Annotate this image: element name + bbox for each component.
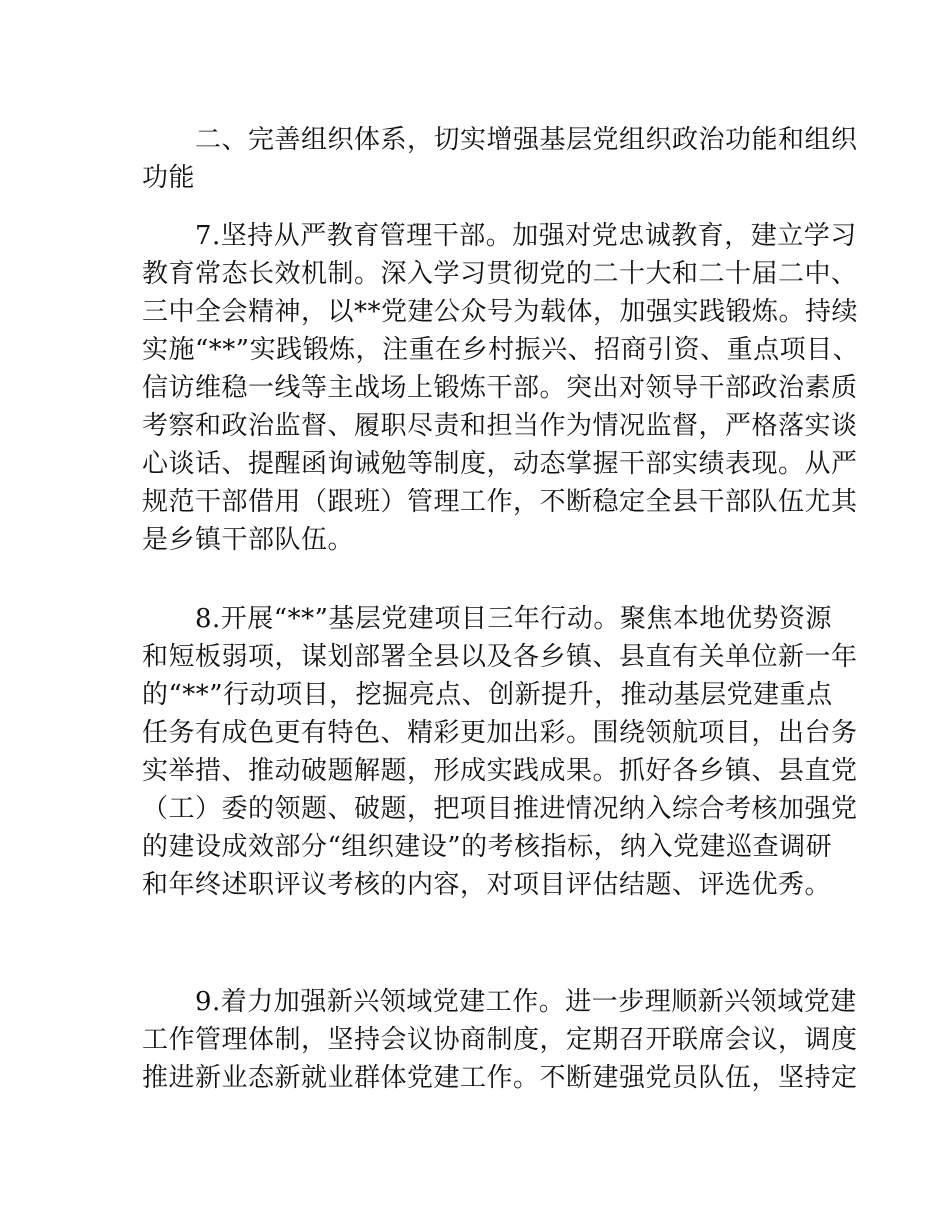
paragraph-line: 教育常态长效机制。深入学习贯彻党的二十大和二十届二中、 — [142, 259, 858, 289]
paragraph-line: 和年终述职评议考核的内容，对项目评估结题、评选优秀。 — [142, 870, 832, 900]
section-heading — [142, 121, 858, 197]
paragraph-line: 任务有成色更有特色、精彩更加出彩。围绕领航项目，出台务 — [142, 718, 858, 748]
paragraph-9 — [142, 983, 858, 1097]
paragraph-line: 工作管理体制，坚持会议协商制度，定期召开联席会议，调度 — [142, 1025, 858, 1055]
paragraph-8 — [142, 600, 858, 904]
paragraph-line: 是乡镇干部队伍。 — [142, 525, 355, 555]
paragraph-line: 实施“**”实践锻炼，注重在乡村振兴、招商引资、重点项目、 — [142, 335, 860, 365]
paragraph-line: 7.坚持从严教育管理干部。加强对党忠诚教育，建立学习 — [195, 221, 857, 251]
paragraph-line: 心谈话、提醒函询诫勉等制度，动态掌握干部实绩表现。从严 — [142, 449, 858, 479]
paragraph-line: 的建设成效部分“组织建设”的考核指标，纳入党建巡查调研 — [142, 832, 833, 862]
heading-line: 功能 — [142, 163, 196, 193]
paragraph-line: 实举措、推动破题解题，形成实践成果。抓好各乡镇、县直党 — [142, 756, 858, 786]
paragraph-line: 9.着力加强新兴领域党建工作。进一步理顺新兴领域党建 — [195, 987, 857, 1017]
paragraph-line: 三中全会精神，以**党建公众号为载体，加强实践锻炼。持续 — [142, 297, 859, 327]
paragraph-line: 规范干部借用（跟班）管理工作，不断稳定全县干部队伍尤其 — [142, 487, 858, 517]
paragraph-line: 信访维稳一线等主战场上锻炼干部。突出对领导干部政治素质 — [142, 373, 858, 403]
paragraph-line: （工）委的领题、破题，把项目推进情况纳入综合考核加强党 — [142, 794, 858, 824]
paragraph-line: 8.开展“**”基层党建项目三年行动。聚焦本地优势资源 — [195, 604, 832, 634]
paragraph-line: 考察和政治监督、履职尽责和担当作为情况监督，严格落实谈 — [142, 411, 858, 441]
paragraph-line: 的“**”行动项目，挖掘亮点、创新提升，推动基层党建重点 — [142, 680, 833, 710]
paragraph-line: 和短板弱项，谋划部署全县以及各乡镇、县直有关单位新一年 — [142, 642, 858, 672]
paragraph-7 — [142, 217, 860, 559]
heading-line: 二、完善组织体系，切实增强基层党组织政治功能和组织 — [195, 125, 858, 155]
paragraph-line: 推进新业态新就业群体党建工作。不断建强党员队伍，坚持定 — [142, 1063, 858, 1093]
